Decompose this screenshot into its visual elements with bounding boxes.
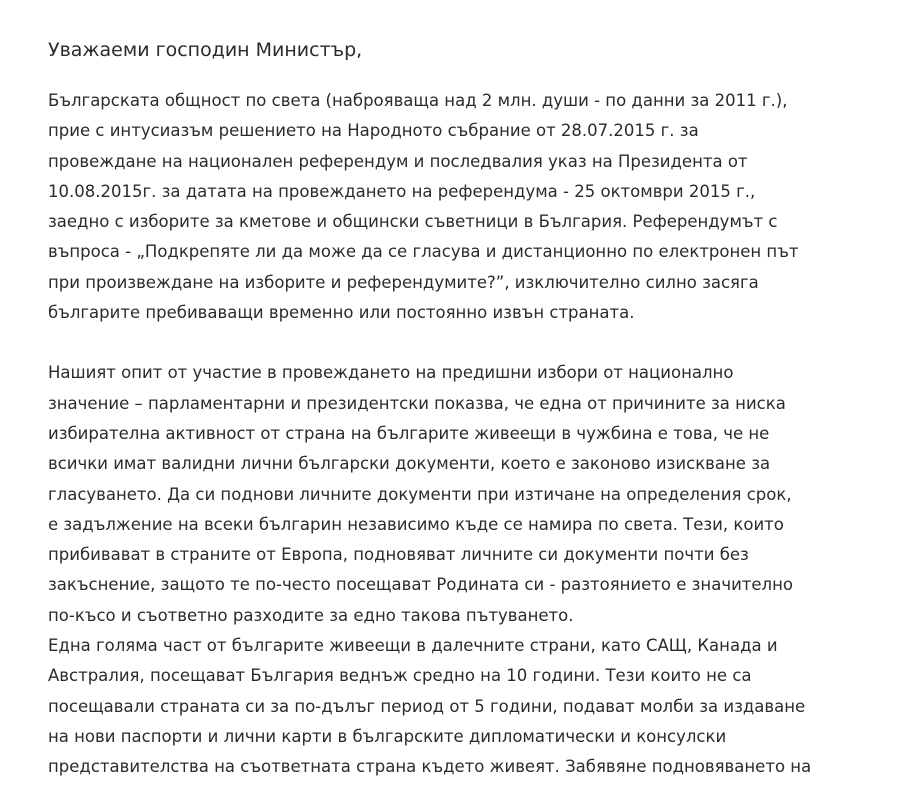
salutation: Уважаеми господин Министър, (48, 39, 363, 61)
text-line: на нови паспорти и лични карти в българските дипломатически и консулски (48, 726, 727, 746)
text-line: гласуването. Да си поднови личните документи при изтичане на определения срок, (48, 484, 792, 504)
text-line: Нашият опит от участие в провеждането на предишни избори от национално (48, 363, 734, 383)
text-line: Австралия, посещават България веднъж средно на 10 години. Тези които не са (48, 666, 752, 686)
letter-body (48, 36, 888, 783)
text-line: представителства на съответната страна където живеят. Забявяне подновяването на (48, 757, 812, 777)
text-line: Българската общност по света (наброяваща над 2 млн. души - по данни за 2011 г.), (48, 91, 788, 110)
text-line: прибивават в страните от Европа, подновяват личните си документи почти без (48, 545, 749, 565)
text-line: въпроса - „Подкрепяте ли да може да се гласува и дистанционно по електронен път (48, 242, 799, 262)
text-line: прие с интусиазъм решението на Народното събрание от 28.07.2015 г. за (48, 121, 699, 141)
text-line: по-късо и съответно разходите за едно такова пътуването. (48, 605, 574, 625)
text-line: българите пребиваващи временно или постоянно извън страната. (48, 303, 635, 323)
text-line: посещавали страната си за по-дълъг период от 5 години, подават молби за издаване (48, 696, 806, 716)
text-line: закъснение, защото те по-често посещават Родината си - разтоянието е значително (48, 575, 793, 595)
text-line: е задължение на всеки българин независимо къде се намира по света. Тези, които (48, 514, 784, 534)
text-line: значение – парламентарни и президентски показва, че една от причините за ниска (48, 393, 786, 413)
text-line: 10.08.2015г. за датата на провеждането на референдума - 25 октомври 2015 г., (48, 181, 756, 201)
paragraph-1 (48, 86, 888, 328)
text-line: избирателна активност от страна на българите живеещи в чужбина е това, че не (48, 423, 770, 443)
paragraph-2 (48, 358, 888, 782)
text-line: при произвеждане на изборите и референдумите?”, изключително силно засяга (48, 272, 759, 292)
text-line: всички имат валидни лични български документи, което е законово изискване за (48, 454, 771, 474)
text-line: провеждане на национален референдум и последвалия указ на Президента от (48, 151, 748, 171)
text-line: Една голяма част от българите живеещи в далечните страни, като САЩ, Канада и (48, 636, 778, 656)
text-line: заедно с изборите за кметове и общински съветници в България. Референдумът с (48, 212, 778, 232)
